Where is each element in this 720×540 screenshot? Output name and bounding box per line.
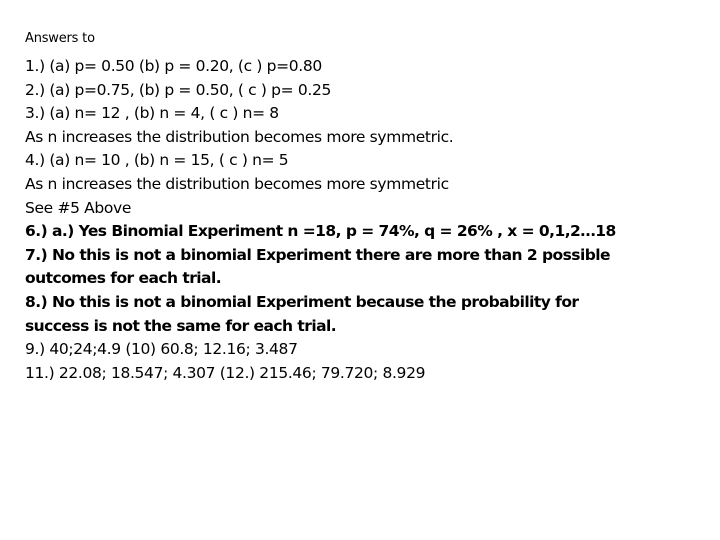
answer-line: As n increases the distribution becomes more symmetric. [25,127,454,146]
answer-line: outcomes for each trial. [25,269,222,288]
answer-line: 2.) (a) p=0.75, (b) p = 0.50, ( c ) p= 0.25 [25,80,331,99]
answer-list [25,55,705,385]
answer-line: 8.) No this is not a binomial Experiment because the probability for [25,292,579,311]
answer-line: 6.) a.) Yes Binomial Experiment n =18, p = 74%, q = 26% , x = 0,1,2…18 [25,222,616,241]
answer-line: 7.) No this is not a binomial Experiment there are more than 2 possible [25,245,610,264]
answer-line: As n increases the distribution becomes more symmetric [25,174,449,193]
answer-line: 9.) 40;24;4.9 (10) 60.8; 12.16; 3.487 [25,340,298,359]
answer-line: See #5 Above [25,198,132,217]
answer-line: 11.) 22.08; 18.547; 4.307 (12.) 215.46; 79.720; 8.929 [25,363,426,382]
slide-heading: Answers to [25,31,95,46]
answer-line: 4.) (a) n= 10 , (b) n = 15, ( c ) n= 5 [25,151,289,170]
answer-line: success is not the same for each trial. [25,316,337,335]
answer-line: 1.) (a) p= 0.50 (b) p = 0.20, (c ) p=0.80 [25,57,322,75]
answer-line: 3.) (a) n= 12 , (b) n = 4, ( c ) n= 8 [25,104,279,123]
